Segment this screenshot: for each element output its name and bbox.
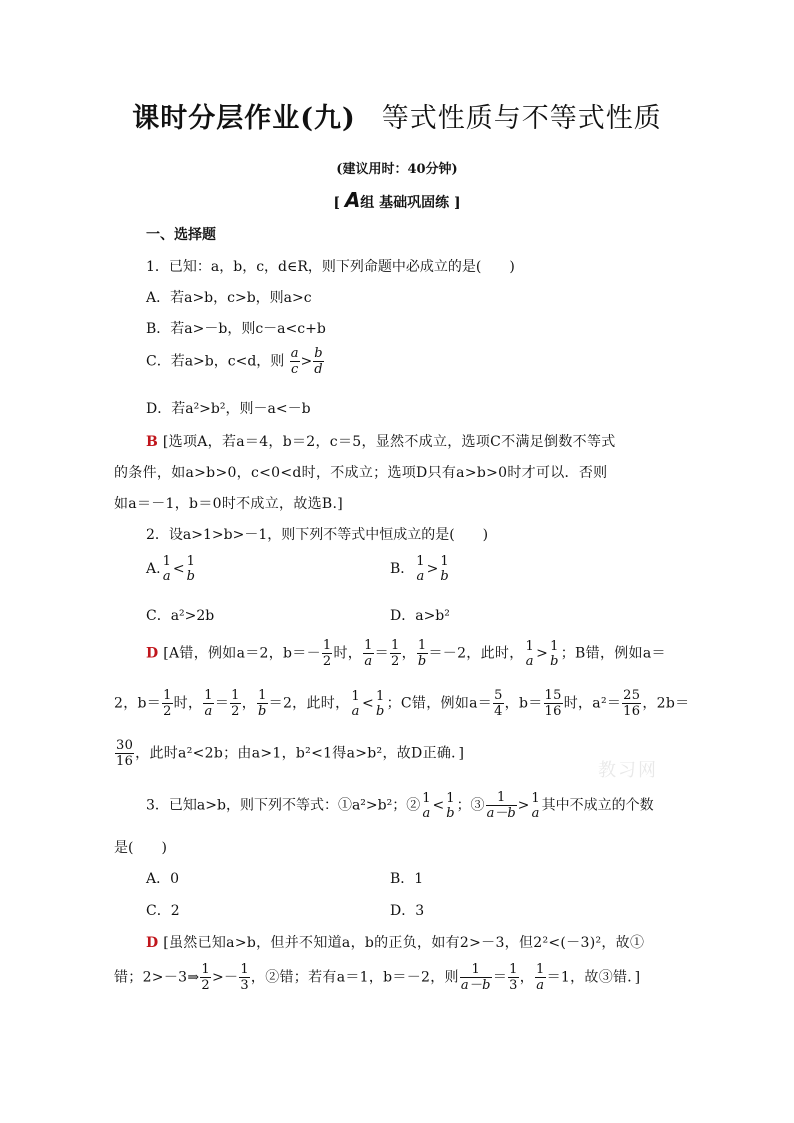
fraction: 1 a xyxy=(531,790,540,821)
q2-stem: 2．设a>1>b>－1，则下列不等式中恒成立的是( ) xyxy=(146,527,489,543)
fraction: $\frac{15}{16}$ xyxy=(544,688,562,719)
q3-stem-2: 是( ) xyxy=(114,840,167,856)
fraction: 1 b xyxy=(446,790,455,821)
q3-option-d: D．3 xyxy=(390,903,425,919)
fraction: $\frac{1}{3}$ xyxy=(240,962,249,993)
q2-option-b: B． 1 a > 1 b xyxy=(390,554,449,584)
fraction: $\frac{1}{b}$ xyxy=(417,638,427,669)
fraction: $\frac{25}{16}$ xyxy=(623,688,641,719)
fraction: $\frac{1}{a}$ xyxy=(204,688,213,719)
page-title xyxy=(0,96,794,135)
fraction: $\frac{1}{b}$ xyxy=(258,688,267,719)
fraction: 1 b xyxy=(376,688,385,719)
q3-explanation-1: D [虽然已知a>b，但并不知道a，b的正负，如有2>－3，但2²<(－3)²，故① xyxy=(146,935,645,951)
fraction: 1 a xyxy=(416,554,425,584)
fraction: $\frac{1}{2}$ xyxy=(201,962,210,993)
fraction: $\frac{5}{4}$ xyxy=(494,688,503,719)
fraction: $\frac{1}{2}$ xyxy=(231,688,240,719)
bracket-close: ] xyxy=(454,195,461,211)
q1-option-c: C．若a>b，c<d，则 $\frac{a}{c}$ > $\frac{b}{d}$ xyxy=(146,346,323,377)
q1-explanation-2: 的条件，如a>b>0，c<0<d时，不成立；选项D只有a>b>0时才可以．否则 xyxy=(114,465,608,481)
q1-option-d: D．若a²>b²，则－a<－b xyxy=(146,401,311,417)
q2-explanation-2: 2，b＝ $\frac{1}{2}$ 时， $\frac{1}{a}$ ＝ $\frac{1}{2}$ ， $\frac{1}{b}$ ＝2，此时， 1 a < 1 b ；C错，例如a＝ $\frac{5}{4}$ ，b＝ $\frac{15}{16}$ 时，a²＝ $\frac{25}{16}$ ，2b＝ xyxy=(114,688,690,719)
q3-answer: D xyxy=(146,935,159,951)
q2-explanation-3: $\frac{30}{16}$ ，此时a²<2b；由a>1，b²<1得a>b²，故D正确．] xyxy=(116,738,465,769)
group-label: 组 基础巩固练 xyxy=(360,195,450,211)
q3-option-b: B．1 xyxy=(390,871,424,887)
fraction: $\frac{1}{2}$ xyxy=(390,638,400,669)
fraction: $\frac{1}{a-b}$ xyxy=(486,790,516,821)
title-sub: 等式性质与不等式性质 xyxy=(381,103,662,134)
fraction: 1 a xyxy=(351,688,360,719)
q2-option-c: C．a²>2b xyxy=(146,608,215,624)
fraction: 1 b xyxy=(550,638,559,669)
fraction: $\frac{1}{a-b}$ xyxy=(460,962,491,993)
fraction: 1 a xyxy=(525,638,535,669)
q3-option-a: A．0 xyxy=(146,871,180,887)
q2-option-d: D．a>b² xyxy=(390,608,450,624)
fraction: 1 b xyxy=(440,554,449,584)
fraction: $\frac{1}{a}$ xyxy=(536,962,545,993)
watermark: 教习网 xyxy=(598,760,658,781)
group-letter: A xyxy=(344,188,361,212)
fraction: $\frac{1}{3}$ xyxy=(509,962,518,993)
fraction: 1 b xyxy=(186,554,195,584)
q3-explanation-2: 错；2>－3⇒ $\frac{1}{2}$ >－ $\frac{1}{3}$ ，②错；若有a＝1，b＝－2，则 $\frac{1}{a-b}$ ＝ $\frac{1}{3}$ ， $\frac{1}{a}$ ＝1，故③错．] xyxy=(114,962,641,993)
q2-answer: D xyxy=(146,645,159,662)
fraction: 1 a xyxy=(422,790,431,821)
bracket-open: [ xyxy=(333,195,340,211)
fraction: $\frac{1}{2}$ xyxy=(322,638,332,669)
q1-answer: B xyxy=(146,434,159,450)
q3-stem: 3．已知a>b，则下列不等式：①a²>b²；② 1 a < 1 b ；③ $\frac{1}{a-b}$ > 1 a 其中不成立的个数 xyxy=(146,790,654,821)
q1-explanation-3: 如a＝－1，b＝0时不成立，故选B.] xyxy=(114,496,344,512)
q2-explanation-1: D [A错，例如a＝2，b＝－ $\frac{1}{2}$ 时， $\frac{1}{a}$ ＝ $\frac{1}{2}$ ， $\frac{1}{b}$ ＝－2，此时， 1 a > 1 b ；B错，例如a＝ xyxy=(146,638,666,669)
section-heading: 一、选择题 xyxy=(146,227,216,243)
q1-explanation-1: B [选项A，若a＝4，b＝2，c＝5，显然不成立，选项C不满足倒数不等式 xyxy=(146,434,616,450)
fraction: $\frac{30}{16}$ xyxy=(116,738,134,769)
fraction: $\frac{1}{a}$ xyxy=(364,638,373,669)
q1-stem: 1．已知：a，b，c，d∈R，则下列命题中必成立的是( ) xyxy=(146,259,515,275)
title-main: 课时分层作业(九) xyxy=(132,103,356,134)
q3-option-c: C．2 xyxy=(146,903,180,919)
fraction: $\frac{1}{2}$ xyxy=(163,688,172,719)
q1-option-b: B．若a>－b，则c－a<c+b xyxy=(146,321,326,337)
group-heading xyxy=(0,188,794,212)
q1-option-a: A．若a>b，c>b，则a>c xyxy=(146,290,312,306)
q1-c-text: C．若a>b，c<d，则 xyxy=(146,353,285,370)
fraction: $\frac{b}{d}$ xyxy=(314,346,323,377)
time-note: (建议用时：40分钟) xyxy=(336,162,458,177)
fraction: 1 a xyxy=(162,554,171,584)
q2-option-a: A. 1 a < 1 b xyxy=(146,554,195,584)
fraction: $\frac{a}{c}$ xyxy=(290,346,299,377)
